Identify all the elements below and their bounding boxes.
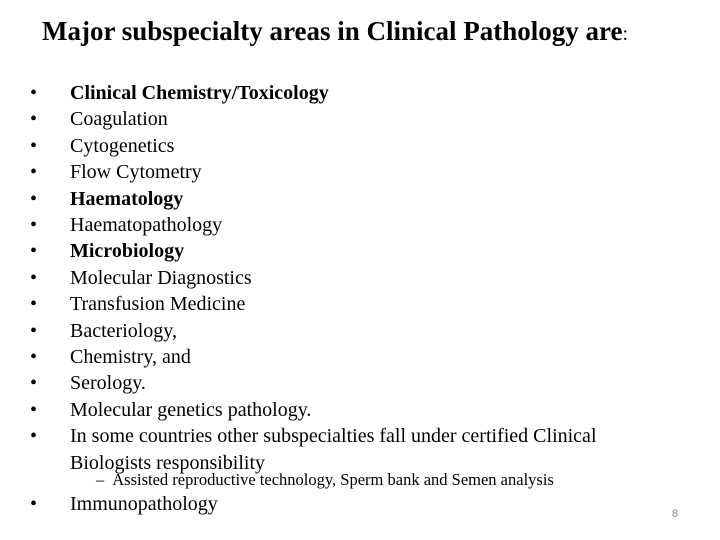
bullet-icon: • [30, 398, 38, 421]
list-item [30, 344, 680, 370]
bullet-icon: • [30, 214, 38, 237]
sub-bullet-item [96, 470, 554, 490]
dash-bullet-icon: – [96, 470, 105, 489]
bullet-icon: • [30, 240, 38, 263]
list-item-text: Flow Cytometry [70, 161, 202, 184]
list-item [30, 291, 680, 317]
page-number: 8 [671, 508, 678, 520]
bullet-icon: • [30, 293, 38, 316]
list-item-text: Transfusion Medicine [70, 293, 246, 316]
list-item-text: Molecular Diagnostics [70, 266, 252, 289]
list-item [30, 397, 680, 423]
list-item [30, 186, 680, 212]
list-item-text: Haematology [70, 187, 184, 210]
list-item [30, 238, 680, 264]
list-item [30, 133, 680, 159]
sub-bullet-text: Assisted reproductive technology, Sperm bank and Semen analysis [112, 470, 554, 489]
bullet-icon: • [30, 425, 38, 448]
list-item-text: Clinical Chemistry/Toxicology [70, 82, 329, 104]
list-item [30, 80, 680, 106]
list-item [30, 265, 680, 291]
list-item-text: Haematopathology [70, 214, 223, 237]
list-item [30, 370, 680, 396]
bullet-icon: • [30, 319, 38, 342]
list-item-text: Bacteriology, [70, 319, 178, 342]
bullet-icon: • [30, 493, 38, 515]
slide-title [42, 16, 628, 47]
list-item-text: Immunopathology [70, 493, 218, 515]
bullet-icon: • [30, 161, 38, 184]
list-item [30, 106, 680, 132]
bullet-icon: • [30, 187, 38, 210]
bullet-icon: • [30, 108, 38, 131]
bullet-icon: • [30, 82, 38, 104]
slide-title-text: Major subspecialty areas in Clinical Pathology are [42, 16, 623, 46]
list-item-text: Cytogenetics [70, 134, 175, 157]
bullet-icon: • [30, 134, 38, 157]
bullet-icon: • [30, 372, 38, 395]
list-item-text: Molecular genetics pathology. [70, 398, 312, 421]
bullet-icon: • [30, 266, 38, 289]
list-item-text: Chemistry, and [70, 346, 191, 369]
list-item-text: In some countries other subspecialties fall under certified Clinical Biologists responsibility [70, 425, 597, 474]
list-item-immunopathology [30, 493, 218, 516]
list-item-text: Microbiology [70, 240, 185, 263]
bullet-icon: • [30, 346, 38, 369]
list-item [30, 318, 680, 344]
list-item [30, 423, 680, 476]
list-item-text: Coagulation [70, 108, 168, 131]
list-item [30, 212, 680, 238]
slide-title-colon: : [622, 23, 629, 45]
list-item-text: Serology. [70, 372, 146, 395]
list-item [30, 159, 680, 185]
bullet-list [30, 80, 680, 476]
